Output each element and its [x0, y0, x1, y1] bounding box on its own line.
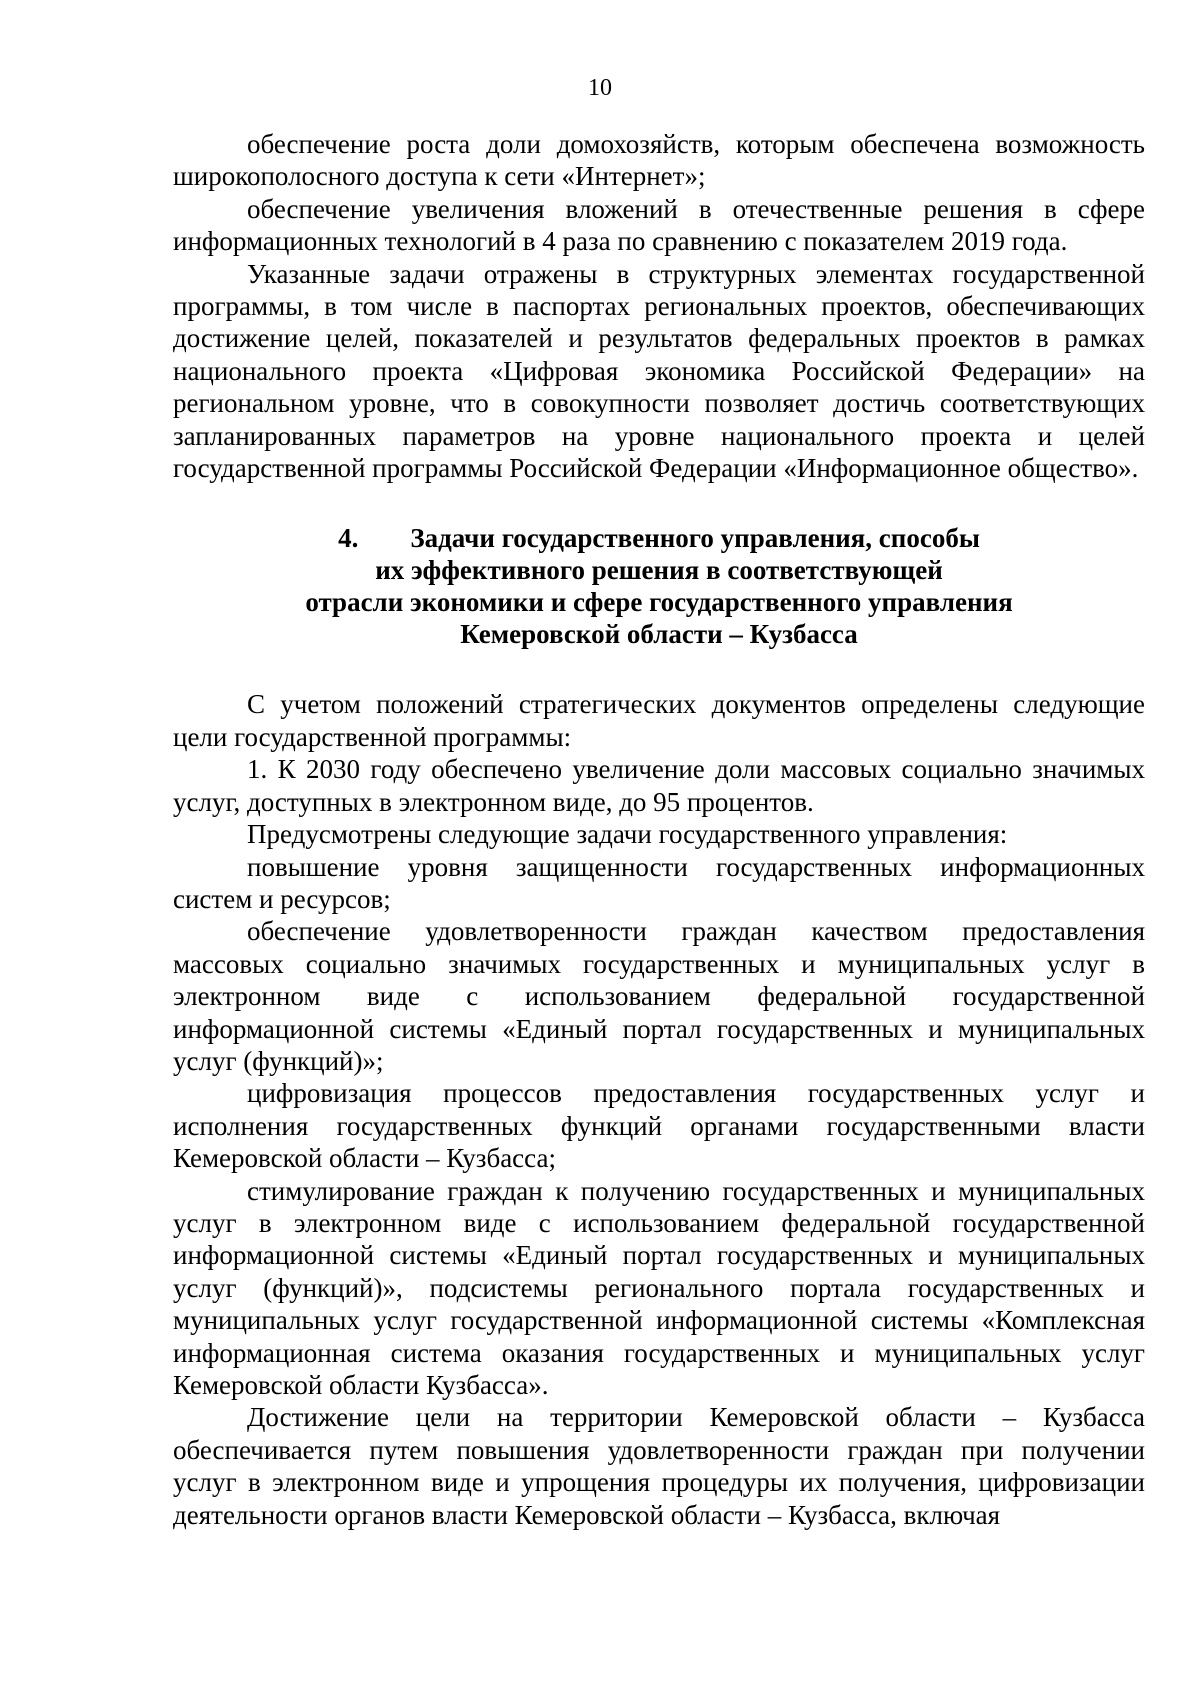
page-number: 10	[588, 75, 612, 101]
paragraph: 1. К 2030 году обеспечено увеличение доли массовых социально значимых услуг, доступных в электронном виде, до 95 процентов.	[173, 754, 1145, 817]
section-heading-line-1	[173, 522, 1145, 554]
document-body	[173, 128, 1145, 1531]
paragraph: обеспечение роста доли домохозяйств, которым обеспечена возможность широкополосного доступа к сети «Интернет»;	[173, 129, 1145, 192]
paragraph: обеспечение удовлетворенности граждан качеством предоставления массовых социально значимых государственных и муниципальных услуг в электронном виде с использованием федеральной государственной информационной системы «Единый портал государственных и муниципальных услуг (функций)»;	[173, 916, 1145, 1076]
section-title-line-3: отрасли экономики и сфере государственного управления	[305, 587, 1013, 618]
section-title-line-4: Кемеровской области – Кузбасса	[460, 619, 858, 650]
paragraph: Указанные задачи отражены в структурных элементах государственной программы, в том числе в паспортах региональных проектов, обеспечивающих достижение целей, показателей и результатов федеральных проектов в рамках национального проекта «Цифровая экономика Российской Федерации» на региональном уровне, что в совокупности позволяет достичь соответствующих запланированных параметров на уровне национального проекта и целей государственной программы Российской Федерации «Информационное общество».	[173, 258, 1145, 484]
paragraph: стимулирование граждан к получению государственных и муниципальных услуг в электронном виде с использованием федеральной государственной информационной системы «Единый портал государственных и муниципальных услуг (функций)», подсистемы регионального портала государственных и муниципальных услуг государственной информационной системы «Комплексная информационная система оказания государственных и муниципальных услуг Кемеровской области Кузбасса».	[173, 1175, 1145, 1400]
paragraph: обеспечение увеличения вложений в отечественные решения в сфере информационных технологий в 4 раза по сравнению с показателем 2019 года.	[173, 193, 1145, 257]
section-number: 4.	[338, 523, 359, 554]
section-title-line-1: Задачи государственного управления, способы	[410, 523, 980, 554]
paragraph: Предусмотрены следующие задачи государственного управления:	[247, 819, 1008, 850]
paragraph: Достижение цели на территории Кемеровской области – Кузбасса обеспечивается путем повышения удовлетворенности граждан при получении услуг в электронном виде и упрощения процедуры их получения, цифровизации деятельности органов власти Кемеровской области – Кузбасса, включая	[173, 1402, 1145, 1530]
paragraph: повышение уровня защищенности государственных информационных систем и ресурсов;	[173, 851, 1145, 914]
paragraph: цифровизация процессов предоставления государственных услуг и исполнения государственных функций органами государственными власти Кемеровской области – Кузбасса;	[173, 1078, 1145, 1174]
section-title-line-2: их эффективного решения в соответствующей	[375, 555, 943, 586]
paragraph: С учетом положений стратегических документов определены следующие цели государственной программы:	[173, 689, 1145, 752]
section-heading	[173, 522, 1145, 650]
